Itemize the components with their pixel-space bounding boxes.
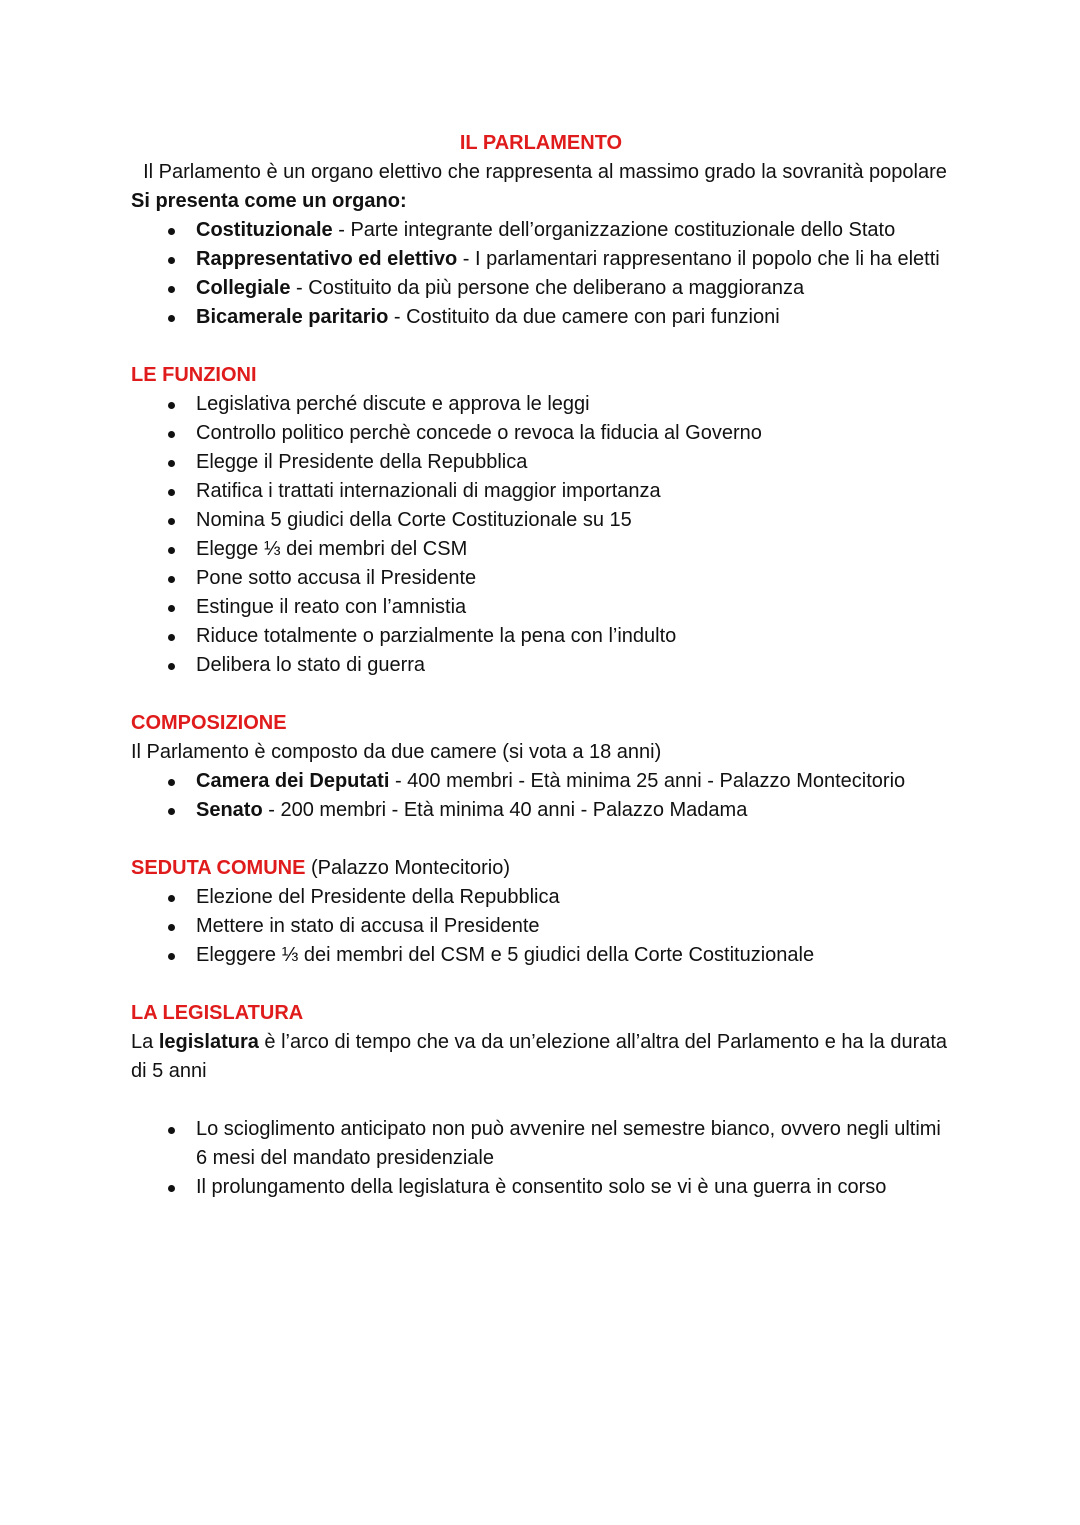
- item-term: Rappresentativo ed elettivo: [196, 248, 458, 270]
- seduta-location: (Palazzo Montecitorio): [305, 857, 510, 879]
- list-item: Ratifica i trattati internazionali di maggior importanza: [131, 477, 951, 506]
- spacer: [131, 332, 951, 361]
- list-item: Il prolungamento della legislatura è consentito solo se vi è una guerra in corso: [131, 1173, 951, 1202]
- list-item: Controllo politico perchè concede o revoca la fiducia al Governo: [131, 419, 951, 448]
- item-desc: - I parlamentari rappresentano il popolo che li ha eletti: [457, 248, 940, 270]
- spacer: [131, 1086, 951, 1115]
- seduta-heading-line: [131, 854, 951, 883]
- list-item: Elezione del Presidente della Repubblica: [131, 883, 951, 912]
- list-item: [131, 767, 951, 796]
- item-desc: - Costituito da più persone che deliberano a maggioranza: [290, 277, 805, 299]
- list-item: Nomina 5 giudici della Corte Costituzionale su 15: [131, 506, 951, 535]
- item-desc: - 400 membri - Età minima 25 anni - Palazzo Montecitorio: [389, 770, 906, 792]
- intro-post: è l’arco di tempo che va da un’elezione all’altra del Parlamento e ha la durata di 5 anni: [131, 1031, 948, 1082]
- funzioni-heading: LE FUNZIONI: [131, 364, 257, 386]
- spacer: [131, 680, 951, 709]
- list-item: Lo scioglimento anticipato non può avvenire nel semestre bianco, ovvero negli ultimi 6 mesi del mandato presidenziale: [131, 1115, 951, 1173]
- item-desc: - Costituito da due camere con pari funzioni: [388, 306, 780, 328]
- list-item: Pone sotto accusa il Presidente: [131, 564, 951, 593]
- spacer: [131, 970, 951, 999]
- seduta-list: [131, 883, 951, 970]
- document-page: [131, 129, 951, 1202]
- composizione-list: [131, 767, 951, 825]
- list-item: [131, 274, 951, 303]
- list-item: [131, 245, 951, 274]
- list-item: Elegge ⅓ dei membri del CSM: [131, 535, 951, 564]
- composizione-intro: Il Parlamento è composto da due camere (si vota a 18 anni): [131, 741, 662, 763]
- item-term: Senato: [196, 799, 263, 821]
- spacer: [131, 825, 951, 854]
- list-item: Elegge il Presidente della Repubblica: [131, 448, 951, 477]
- list-item: [131, 796, 951, 825]
- item-term: Bicamerale paritario: [196, 306, 389, 328]
- list-item: [131, 303, 951, 332]
- list-item: Delibera lo stato di guerra: [131, 651, 951, 680]
- item-term: Costituzionale: [196, 219, 333, 241]
- item-term: Camera dei Deputati: [196, 770, 390, 792]
- legislatura-heading: LA LEGISLATURA: [131, 1002, 304, 1024]
- item-desc: - 200 membri - Età minima 40 anni - Palazzo Madama: [262, 799, 748, 821]
- intro-text: Il Parlamento è un organo elettivo che rappresenta al massimo grado la sovranità popolare: [143, 161, 947, 183]
- intro-pre: La: [131, 1031, 159, 1053]
- composizione-heading: COMPOSIZIONE: [131, 712, 287, 734]
- organ-heading: Si presenta come un organo:: [131, 190, 407, 212]
- list-item: [131, 216, 951, 245]
- list-item: Mettere in stato di accusa il Presidente: [131, 912, 951, 941]
- seduta-heading: SEDUTA COMUNE: [131, 857, 306, 879]
- document-title: IL PARLAMENTO: [459, 132, 623, 154]
- organ-list: [131, 216, 951, 332]
- list-item: Riduce totalmente o parzialmente la pena con l’indulto: [131, 622, 951, 651]
- legislatura-intro: [131, 1028, 951, 1086]
- funzioni-list: [131, 390, 951, 680]
- item-term: Collegiale: [196, 277, 291, 299]
- item-desc: - Parte integrante dell’organizzazione costituzionale dello Stato: [332, 219, 896, 241]
- list-item: Eleggere ⅓ dei membri del CSM e 5 giudici della Corte Costituzionale: [131, 941, 951, 970]
- intro-term: legislatura: [158, 1031, 259, 1053]
- list-item: Legislativa perché discute e approva le leggi: [131, 390, 951, 419]
- list-item: Estingue il reato con l’amnistia: [131, 593, 951, 622]
- legislatura-list: [131, 1115, 951, 1202]
